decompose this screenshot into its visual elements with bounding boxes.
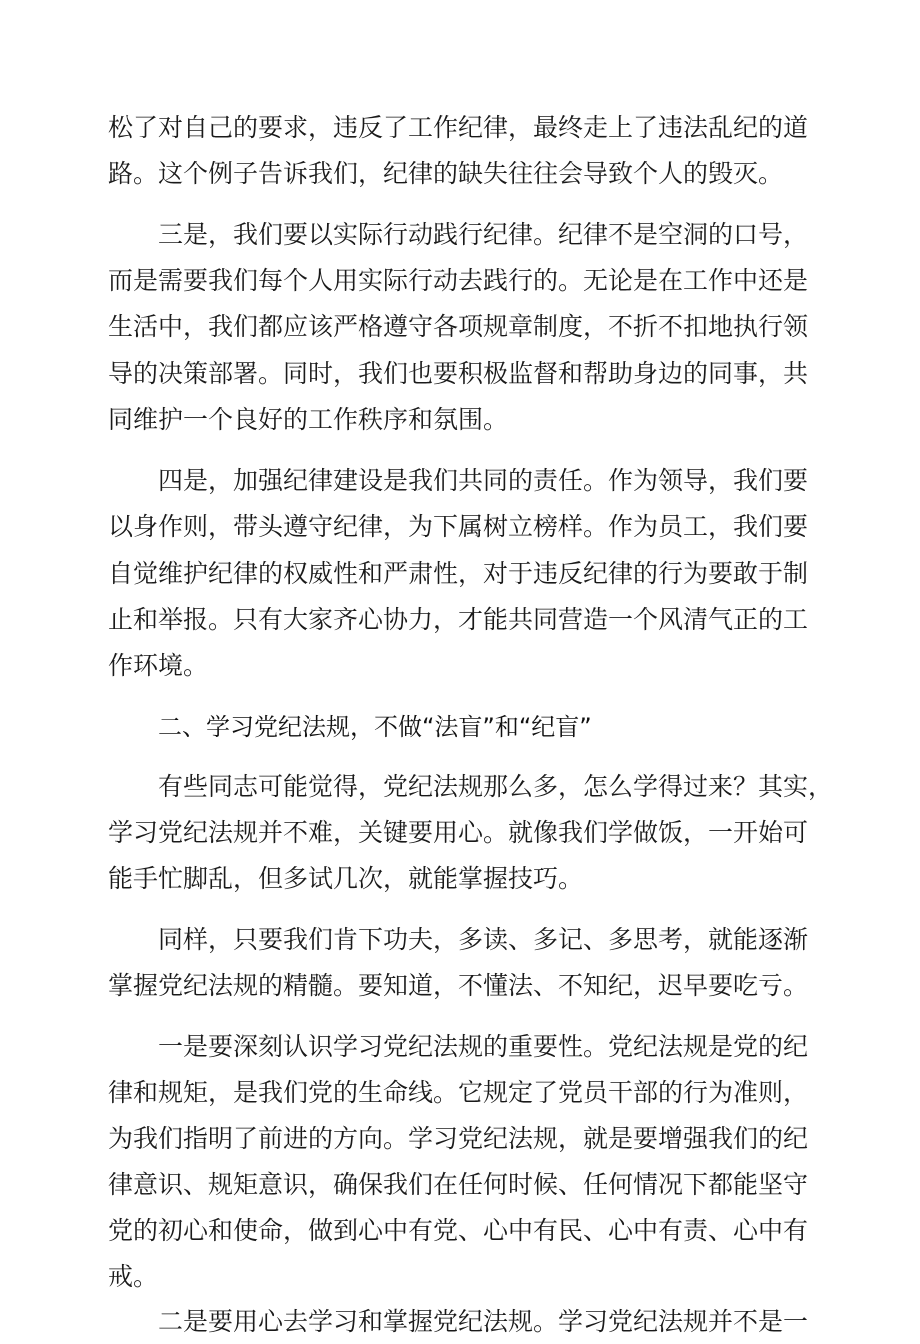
text-line: 而是需要我们每个人用实际行动去践行的。无论是在工作中还是 xyxy=(108,266,809,295)
text-line: 有些同志可能觉得，党纪法规那么多，怎么学得过来？其实， xyxy=(158,772,834,801)
text-line: 律和规矩，是我们党的生命线。它规定了党员干部的行为准则， xyxy=(108,1078,809,1107)
text-line: 生活中，我们都应该严格遵守各项规章制度，不折不扣地执行领 xyxy=(108,312,809,341)
text-line: 三是，我们要以实际行动践行纪律。纪律不是空洞的口号， xyxy=(158,220,809,249)
text-line: 作环境。 xyxy=(108,651,209,680)
text-line: 四是，加强纪律建设是我们共同的责任。作为领导，我们要 xyxy=(158,466,809,495)
text-line: 二是要用心去学习和掌握党纪法规。学习党纪法规并不是一 xyxy=(158,1307,809,1336)
text-line: 律意识、规矩意识，确保我们在任何时候、任何情况下都能坚守 xyxy=(108,1170,809,1199)
text-line: 同样，只要我们肯下功夫，多读、多记、多思考，就能逐渐 xyxy=(158,925,809,954)
text-line: 戒。 xyxy=(108,1262,159,1291)
text-line: 路。这个例子告诉我们，纪律的缺失往往会导致个人的毁灭。 xyxy=(108,159,784,188)
text-line: 党的初心和使命，做到心中有党、心中有民、心中有责、心中有 xyxy=(108,1216,809,1245)
text-line: 一是要深刻认识学习党纪法规的重要性。党纪法规是党的纪 xyxy=(158,1032,809,1061)
text-line: 能手忙脚乱，但多试几次，就能掌握技巧。 xyxy=(108,864,584,893)
text-line: 同维护一个良好的工作秩序和氛围。 xyxy=(108,405,509,434)
text-line: 止和举报。只有大家齐心协力，才能共同营造一个风清气正的工 xyxy=(108,605,809,634)
section-heading: 二、学习党纪法规，不做“法盲”和“纪盲” xyxy=(158,713,592,741)
text-line: 学习党纪法规并不难，关键要用心。就像我们学做饭，一开始可 xyxy=(108,818,809,847)
text-line: 自觉维护纪律的权威性和严肃性，对于违反纪律的行为要敢于制 xyxy=(108,559,809,588)
text-line: 以身作则，带头遵守纪律，为下属树立榜样。作为员工，我们要 xyxy=(108,512,809,541)
text-line: 为我们指明了前进的方向。学习党纪法规，就是要增强我们的纪 xyxy=(108,1124,809,1153)
text-line: 松了对自己的要求，违反了工作纪律，最终走上了违法乱纪的道 xyxy=(108,113,809,142)
text-line: 掌握党纪法规的精髓。要知道，不懂法、不知纪，迟早要吃亏。 xyxy=(108,971,809,1000)
text-line: 导的决策部署。同时，我们也要积极监督和帮助身边的同事，共 xyxy=(108,359,809,388)
